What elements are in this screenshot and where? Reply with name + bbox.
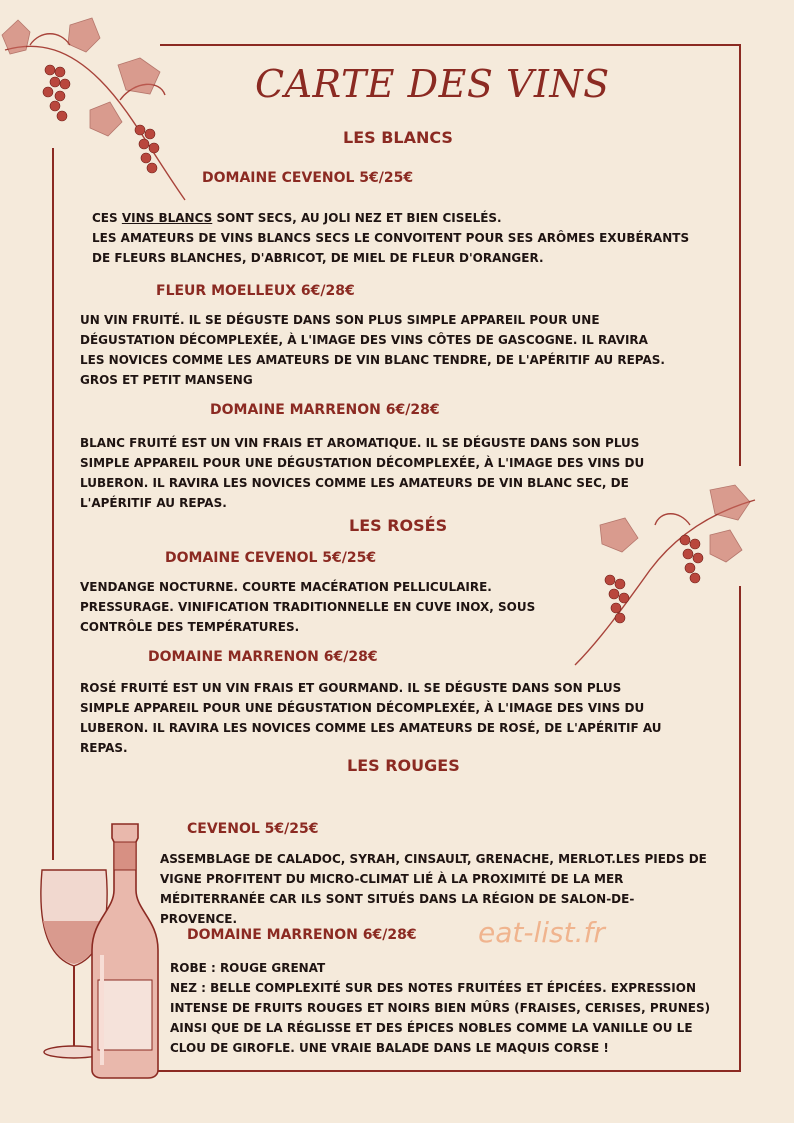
desc-line: ROSÉ FRUITÉ EST UN VIN FRAIS ET GOURMAND. IL SE DÉGUSTE DANS SON PLUS <box>80 681 622 695</box>
desc-line: SIMPLE APPAREIL POUR UNE DÉGUSTATION DÉCOMPLEXÉE, À L'IMAGE DES VINS DU <box>80 456 645 470</box>
grapevine-icon <box>0 10 200 210</box>
desc-line: ROBE : ROUGE GRENAT <box>170 961 326 975</box>
desc-line: BLANC FRUITÉ EST UN VIN FRAIS ET AROMATIQUE. IL SE DÉGUSTE DANS SON PLUS <box>80 436 640 450</box>
desc-line: UN VIN FRUITÉ. IL SE DÉGUSTE DANS SON PLUS SIMPLE APPAREIL POUR UNE <box>80 313 600 327</box>
vins-blancs-link[interactable]: VINS BLANCS <box>121 211 213 225</box>
wine-desc-blanc-cevenol <box>92 208 689 268</box>
desc-line: LUBERON. IL RAVIRA LES NOVICES COMME LES AMATEURS DE VIN BLANC SEC, DE <box>80 476 629 490</box>
wine-desc-fleur-moelleux <box>80 310 665 390</box>
desc-line: PROVENCE. <box>160 912 238 926</box>
wine-desc-blanc-marrenon <box>80 433 644 513</box>
desc-text: SONT SECS, AU JOLI NEZ ET BIEN CISELÉS. <box>216 211 502 225</box>
desc-line: REPAS. <box>80 741 128 755</box>
wine-desc-rouge-cevenol <box>160 849 707 929</box>
wine-name-fleur-moelleux: FLEUR MOELLEUX 6€/28€ <box>156 283 355 299</box>
desc-line: DE FLEURS BLANCHES, D'ABRICOT, DE MIEL DE FLEUR D'ORANGER. <box>92 251 544 265</box>
desc-line: DÉGUSTATION DÉCOMPLEXÉE, À L'IMAGE DES VINS CÔTES DE GASCOGNE. IL RAVIRA <box>80 333 648 347</box>
wine-bottle-icon <box>88 820 163 1080</box>
desc-line: LES AMATEURS DE VINS BLANCS SECS LE CONVOITENT POUR SES ARÔMES EXUBÉRANTS <box>92 231 690 245</box>
frame-bottom <box>158 1070 741 1072</box>
desc-line: LUBERON. IL RAVIRA LES NOVICES COMME LES AMATEURS DE ROSÉ, DE L'APÉRITIF AU <box>80 721 662 735</box>
desc-line: MÉDITERRANÉE CAR ILS SONT SITUÉS DANS LA RÉGION DE SALON-DE- <box>160 892 635 906</box>
desc-prefix: CES <box>92 211 118 225</box>
frame-right-upper <box>739 44 741 466</box>
section-rouges: LES ROUGES <box>347 756 460 775</box>
wine-name-rouge-marrenon: DOMAINE MARRENON 6€/28€ <box>187 927 417 943</box>
section-roses: LES ROSÉS <box>349 516 448 535</box>
wine-name-blanc-marrenon: DOMAINE MARRENON 6€/28€ <box>210 402 440 418</box>
desc-line <box>92 208 689 228</box>
wine-name-blanc-cevenol: DOMAINE CEVENOL 5€/25€ <box>202 170 414 186</box>
watermark: eat-list.fr <box>478 916 605 949</box>
wine-desc-rose-cevenol <box>80 577 535 637</box>
wine-name-rouge-cevenol: CEVENOL 5€/25€ <box>187 821 319 837</box>
desc-line: NEZ : BELLE COMPLEXITÉ SUR DES NOTES FRUITÉES ET ÉPICÉES. EXPRESSION <box>170 981 696 995</box>
wine-desc-rose-marrenon <box>80 678 662 758</box>
desc-line: L'APÉRITIF AU REPAS. <box>80 496 227 510</box>
desc-line: SIMPLE APPAREIL POUR UNE DÉGUSTATION DÉCOMPLEXÉE, À L'IMAGE DES VINS DU <box>80 701 645 715</box>
desc-line: VIGNE PROFITENT DU MICRO-CLIMAT LIÉ À LA PROXIMITÉ DE LA MER <box>160 872 624 886</box>
desc-line: PRESSURAGE. VINIFICATION TRADITIONNELLE EN CUVE INOX, SOUS <box>80 600 536 614</box>
desc-line: ASSEMBLAGE DE CALADOC, SYRAH, CINSAULT, GRENACHE, MERLOT.LES PIEDS DE <box>160 852 707 866</box>
desc-line: LES NOVICES COMME LES AMATEURS DE VIN BLANC TENDRE, DE L'APÉRITIF AU REPAS. <box>80 353 665 367</box>
wine-name-rose-marrenon: DOMAINE MARRENON 6€/28€ <box>148 649 378 665</box>
desc-line: INTENSE DE FRUITS ROUGES ET NOIRS BIEN MÛRS (FRAISES, CERISES, PRUNES) <box>170 1001 711 1015</box>
section-blancs: LES BLANCS <box>343 128 453 147</box>
frame-top <box>160 44 741 46</box>
desc-line: GROS ET PETIT MANSENG <box>80 373 253 387</box>
desc-line: AINSI QUE DE LA RÉGLISSE ET DES ÉPICES NOBLES COMME LA VANILLE OU LE <box>170 1021 693 1035</box>
desc-line: CLOU DE GIROFLE. UNE VRAIE BALADE DANS LE MAQUIS CORSE ! <box>170 1041 609 1055</box>
page-title: CARTE DES VINS <box>255 62 610 106</box>
frame-left <box>52 148 54 860</box>
wine-desc-rouge-marrenon <box>170 958 710 1058</box>
desc-line: CONTRÔLE DES TEMPÉRATURES. <box>80 620 300 634</box>
desc-line: VENDANGE NOCTURNE. COURTE MACÉRATION PELLICULAIRE. <box>80 580 492 594</box>
wine-name-rose-cevenol: DOMAINE CEVENOL 5€/25€ <box>165 550 377 566</box>
